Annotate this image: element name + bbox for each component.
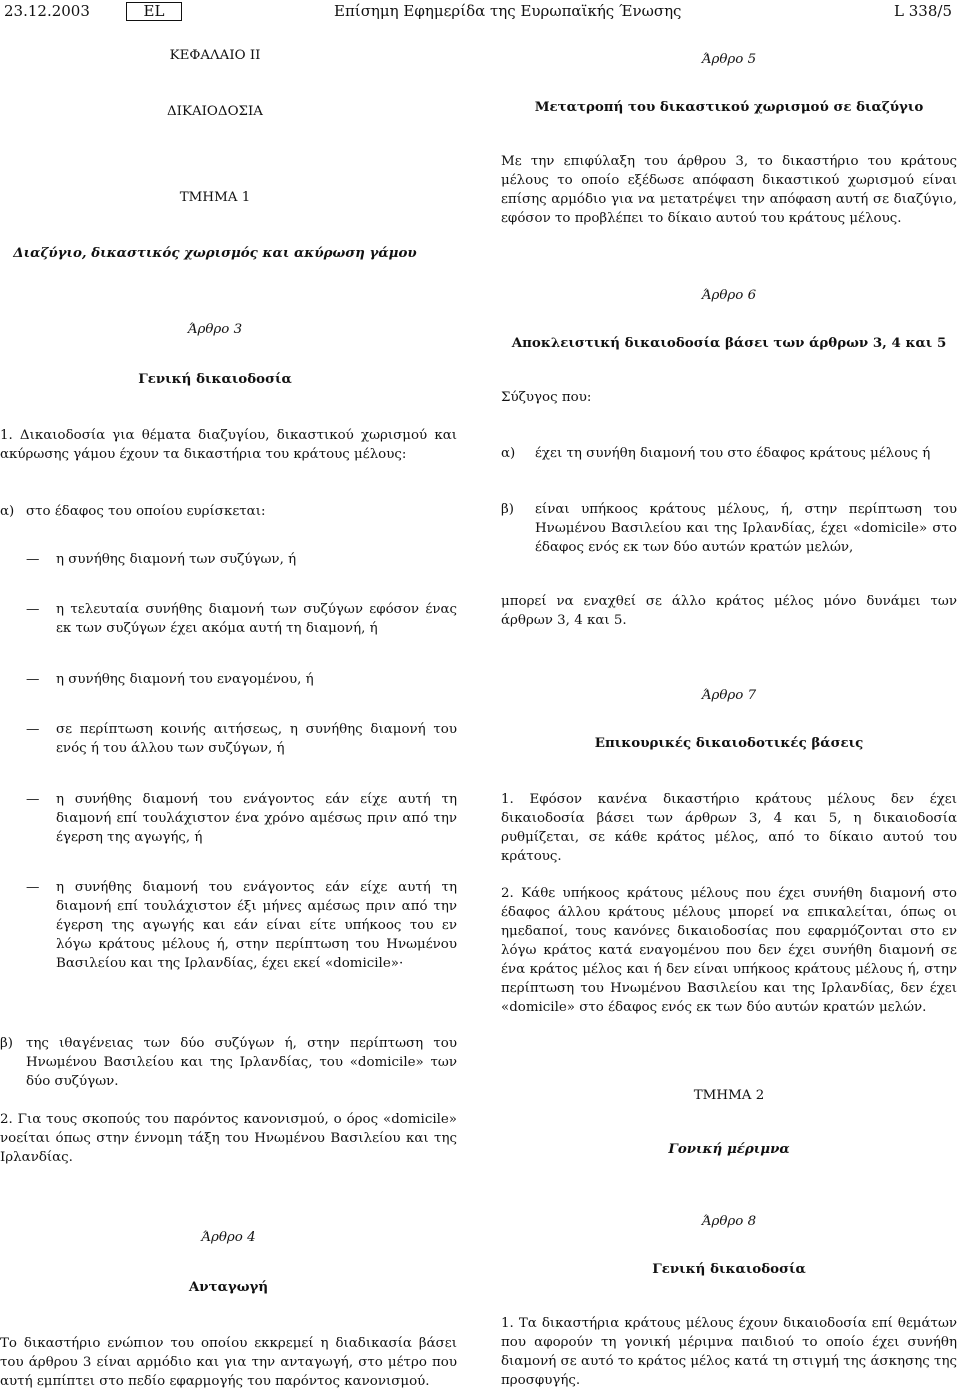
item-b: [0, 1034, 457, 1091]
article-3-paragraph-2: 2. Για τους σκοπούς του παρόντος κανονισμού, ο όρος «domicile» νοείται όπως στην έννομη τάξη του Ηνωμένου Βασιλείου και της Ιρλανδίας.: [0, 1112, 457, 1165]
article-4-heading: Άρθρο 4: [201, 1230, 256, 1245]
dash-item-6: [0, 878, 457, 973]
article-5-heading: Άρθρο 5: [701, 52, 757, 67]
section-label: ΤΜΗΜΑ 1: [179, 190, 251, 205]
page-reference: L 338/5: [894, 2, 952, 20]
chapter-label: ΚΕΦΑΛΑΙΟ II: [169, 48, 261, 63]
article-7-paragraph-2: 2. Κάθε υπήκοος κράτους μέλους που έχει συνήθη διαμονή στο έδαφος άλλου κράτους μέλους μπορεί να επικαλείται, όπως οι ημεδαποί, τους κανόνες δικαιοδοσίας που εφαρμόζονται στο εν λόγω κράτος κατά εναγομένου που δεν έχει συνήθη διαμονή σε ένα κράτος μέλος και ή δεν είναι υπήκοος κράτους μέλους ή, στην περίπτωση του Ηνωμένου Βασιλείου και της Ιρλανδίας, δεν έχει «domicile» στο έδαφος ενός εκ των δύο αυτών κρατών μελών.: [501, 886, 957, 1015]
item-a-text: έχει τη συνήθη διαμονή του στο έδαφος κράτους μέλους ή: [535, 446, 931, 461]
article-3-title: Γενική δικαιοδοσία: [138, 371, 292, 387]
dash-mark: —: [26, 792, 40, 807]
dash-item-5: [0, 790, 457, 847]
dash-item-2-text: η τελευταία συνήθης διαμονή των συζύγων εφόσον ένας εκ των συζύγων έχει ακόμα αυτή τη διαμονή, ή: [56, 602, 457, 636]
dash-mark: —: [26, 672, 40, 687]
dash-item-4: [0, 720, 457, 758]
article-6-title: Αποκλειστική δικαιοδοσία βάσει των άρθρων 3, 4 και 5: [511, 335, 947, 351]
item-a-label: α): [501, 446, 516, 461]
publication-date: 23.12.2003: [4, 2, 90, 20]
section-title: Διαζύγιο, δικαστικός χωρισμός και ακύρωση γάμου: [13, 245, 417, 261]
article-7-title: Επικουρικές δικαιοδοτικές βάσεις: [594, 735, 864, 751]
article-5-title: Μετατροπή του δικαστικού χωρισμού σε διαζύγιο: [534, 99, 924, 115]
article-7-heading: Άρθρο 7: [701, 688, 757, 703]
dash-mark: —: [26, 722, 40, 737]
article-4-text: Το δικαστήριο ενώπιον του οποίου εκκρεμεί η διαδικασία βάσει του άρθρου 3 είναι αρμόδιο και για την ανταγωγή, στο μέτρο που αυτή εμπίπτει στο πεδίο εφαρμογής του παρόντος κανονισμού.: [0, 1336, 457, 1389]
dash-item-3-text: η συνήθης διαμονή του εναγομένου, ή: [56, 672, 314, 687]
dash-item-5-text: η συνήθης διαμονή του ενάγοντος εάν είχε αυτή τη διαμονή επί τουλάχιστον ένα χρόνο αμέσως πριν από την έγερση της αγωγής, ή: [56, 792, 457, 845]
item-b-label: β): [501, 502, 514, 517]
item-b-text: είναι υπήκοος κράτους μέλους, ή, στην περίπτωση του Ηνωμένου Βασιλείου και της Ιρλανδίας, έχει «domicile» στο έδαφος ενός εκ των δύο αυτών κρατών μελών,: [535, 502, 957, 555]
dash-item-1: [0, 550, 457, 569]
article-3-paragraph-1: 1. Δικαιοδοσία για θέματα διαζυγίου, δικαστικού χωρισμού και ακύρωσης γάμου έχουν τα δικαστήρια του κράτους μέλους:: [0, 428, 457, 462]
dash-mark: —: [26, 880, 40, 895]
article-7-paragraph-1: 1. Εφόσον κανένα δικαστήριο κράτους μέλους δεν έχει δικαιοδοσία βάσει των άρθρων 3, 4 και 5, η δικαιοδοσία ρυθμίζεται, σε κάθε κράτος μέλος, από το δίκαιο αυτού του κράτους.: [501, 792, 957, 864]
page-header: [0, 2, 960, 22]
dash-mark: —: [26, 552, 40, 567]
dash-item-6-text: η συνήθης διαμονή του ενάγοντος εάν είχε αυτή τη διαμονή επί τουλάχιστον έξι μήνες αμέσως πριν από την έγερση της αγωγής και εάν είναι είτε υπήκοος του εν λόγω κράτους μέλους ή, στην περίπτωση του Ηνωμένου Βασιλείου και της Ιρλανδίας, έχει εκεί «domicile»·: [56, 880, 457, 971]
item-a-text: στο έδαφος του οποίου ευρίσκεται:: [26, 504, 266, 519]
journal-title: Επίσημη Εφημερίδα της Ευρωπαϊκής Ένωσης: [334, 2, 682, 20]
dash-mark: —: [26, 602, 40, 617]
article-3-heading: Άρθρο 3: [187, 322, 243, 337]
dash-item-2: [0, 600, 457, 638]
section-2-label: ΤΜΗΜΑ 2: [693, 1088, 765, 1103]
item-a-label: α): [0, 504, 15, 519]
dash-item-1-text: η συνήθης διαμονή των συζύγων, ή: [56, 552, 297, 567]
article-4-title: Ανταγωγή: [188, 1279, 269, 1295]
article-5-text: Με την επιφύλαξη του άρθρου 3, το δικαστήριο του κράτους μέλους το οποίο εξέδωσε απόφαση δικαστικού χωρισμού είναι επίσης αρμόδιο για να μετατρέψει την απόφαση αυτή σε διαζύγιο, εφόσον το προβλέπει το δίκαιο αυτού του κράτους μέλους.: [501, 154, 957, 226]
article-8-title: Γενική δικαιοδοσία: [652, 1261, 806, 1277]
article-6-item-b: [501, 500, 957, 557]
article-8-heading: Άρθρο 8: [701, 1214, 757, 1229]
chapter-title: ΔΙΚΑΙΟΔΟΣΙΑ: [167, 104, 263, 119]
article-8-paragraph-1: 1. Τα δικαστήρια κράτους μέλους έχουν δικαιοδοσία επί θεμάτων που αφορούν τη γονική μέριμνα παιδιού το οποίο έχει συνήθη διαμονή σε αυτό το κράτος μέλος κατά τη στιγμή της άσκησης της προσφυγής.: [501, 1316, 957, 1388]
item-a: [0, 502, 457, 521]
item-b-text: της ιθαγένειας των δύο συζύγων ή, στην περίπτωση του Ηνωμένου Βασιλείου και της Ιρλανδίας, του «domicile» των δύο συζύγων.: [26, 1036, 457, 1089]
section-2-title: Γονική μέριμνα: [668, 1141, 790, 1157]
dash-item-3: [0, 670, 457, 689]
article-6-heading: Άρθρο 6: [701, 288, 757, 303]
language-badge: EL: [126, 2, 182, 21]
article-6-item-a: [501, 444, 957, 463]
item-b-label: β): [0, 1036, 13, 1051]
dash-item-4-text: σε περίπτωση κοινής αιτήσεως, η συνήθης διαμονή του ενός ή του άλλου των συζύγων, ή: [56, 722, 457, 756]
article-6-closing: μπορεί να εναχθεί σε άλλο κράτος μέλος μόνο δυνάμει των άρθρων 3, 4 και 5.: [501, 594, 957, 628]
article-6-intro: Σύζυγος που:: [501, 390, 592, 405]
